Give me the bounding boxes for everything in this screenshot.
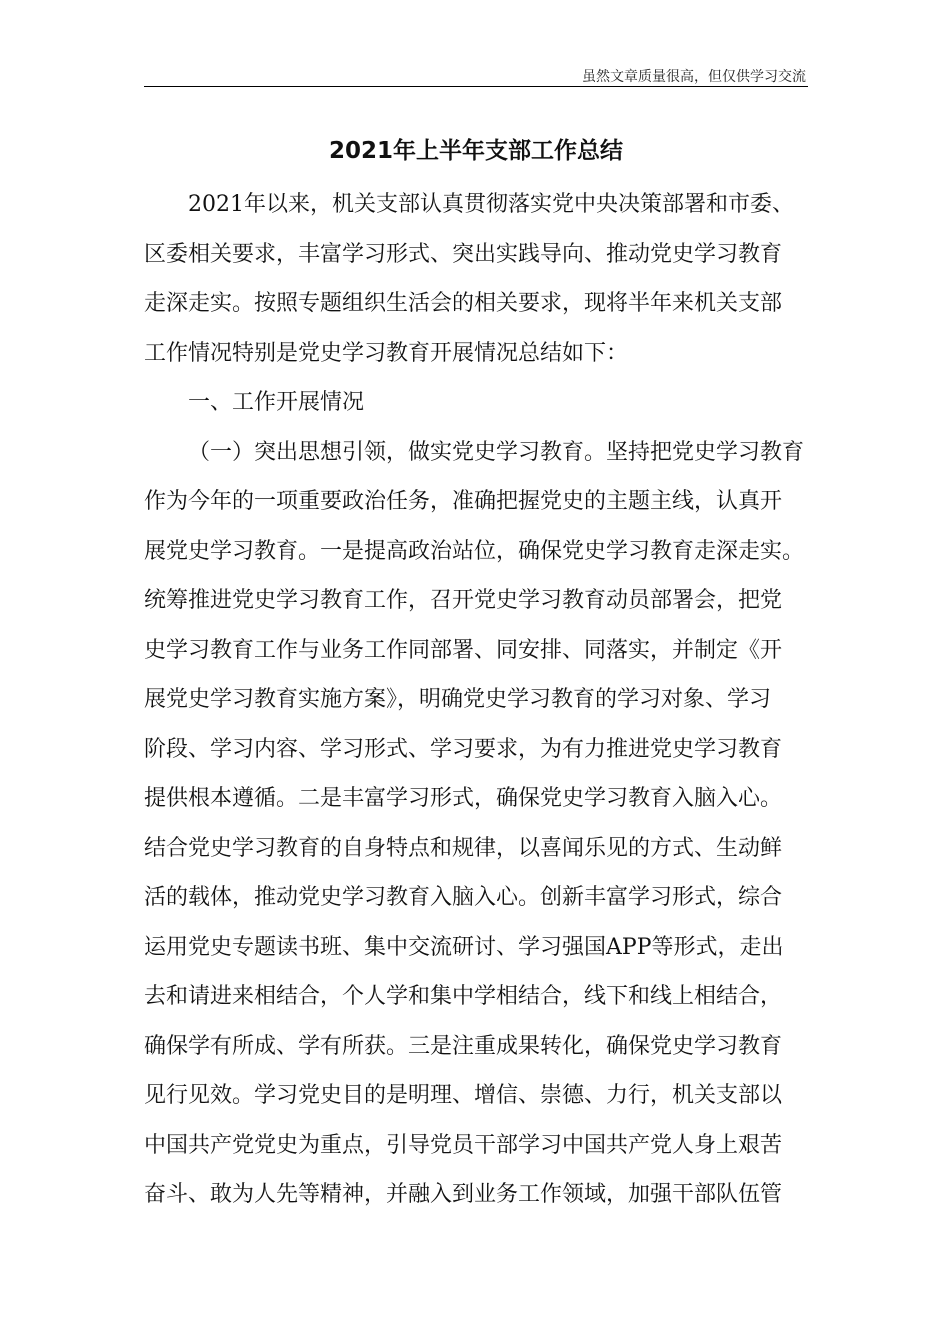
header-rule (144, 86, 808, 87)
paragraph-line: 确保学有所成、学有所获。三是注重成果转化，确保党史学习教育 (144, 1033, 783, 1059)
document-body (144, 180, 808, 1220)
paragraph-line: 活的载体，推动党史学习教育入脑入心。创新丰富学习形式，综合 (144, 885, 783, 910)
paragraph-line: 结合党史学习教育的自身特点和规律，以喜闻乐见的方式、生动鲜 (144, 835, 783, 861)
paragraph-line: 阶段、学习内容、学习形式、学习要求，为有力推进党史学习教育 (144, 736, 783, 762)
paragraph-line: 提供根本遵循。二是丰富学习形式，确保党史学习教育入脑入心。 (144, 786, 783, 811)
paragraph-line: 展党史学习教育实施方案》，明确党史学习教育的学习对象、学习 (144, 687, 772, 712)
section-heading: 一、工作开展情况 (188, 390, 365, 415)
paragraph-line: 区委相关要求，丰富学习形式、突出实践导向、推动党史学习教育 (144, 241, 783, 267)
document-title: 2021年上半年支部工作总结 (328, 138, 623, 164)
paragraph-line: 作为今年的一项重要政治任务，准确把握党史的主题主线，认真开 (144, 489, 783, 514)
page-header-note: 虽然文章质量很高，但仅供学习交流 (582, 69, 806, 85)
paragraph-line: 工作情况特别是党史学习教育开展情况总结如下： (144, 340, 629, 366)
paragraph-line: （一）突出思想引领，做实党史学习教育。坚持把党史学习教育 (188, 439, 805, 465)
paragraph-line: 运用党史专题读书班、集中交流研讨、学习强国APP等形式，走出 (144, 934, 784, 960)
paragraph-line: 去和请进来相结合，个人学和集中学相结合，线下和线上相结合， (144, 984, 783, 1009)
paragraph-line: 展党史学习教育。一是提高政治站位，确保党史学习教育走深走实。 (144, 538, 805, 564)
paragraph-line: 统筹推进党史学习教育工作，召开党史学习教育动员部署会，把党 (144, 588, 783, 613)
paragraph-line: 奋斗、敢为人先等精神，并融入到业务工作领域，加强干部队伍管 (144, 1182, 783, 1207)
paragraph-line: 史学习教育工作与业务工作同部署、同安排、同落实，并制定《开 (144, 637, 783, 663)
paragraph-line: 走深走实。按照专题组织生活会的相关要求，现将半年来机关支部 (144, 291, 783, 316)
paragraph-line: 见行见效。学习党史目的是明理、增信、崇德、力行，机关支部以 (144, 1083, 783, 1108)
paragraph-line: 中国共产党党史为重点，引导党员干部学习中国共产党人身上艰苦 (144, 1132, 783, 1158)
paragraph-line: 2021年以来，机关支部认真贯彻落实党中央决策部署和市委、 (188, 192, 794, 217)
